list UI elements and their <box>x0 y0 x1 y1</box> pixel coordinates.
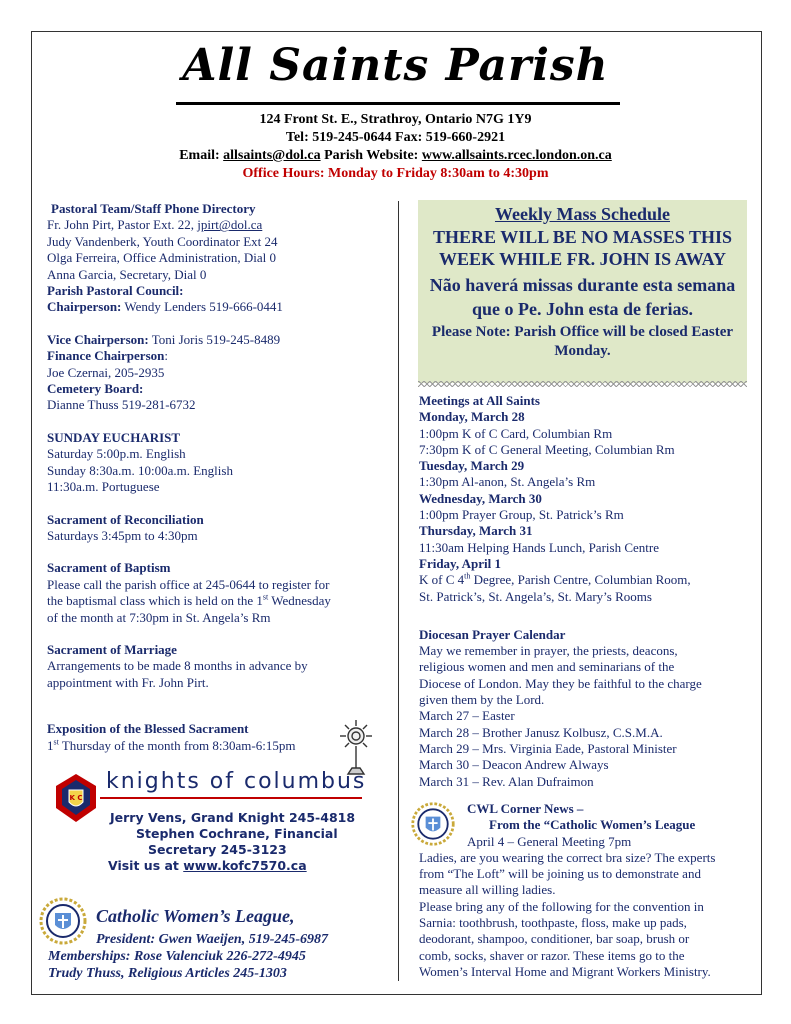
meeting-item: K of C 4th Degree, Parish Centre, Columbian Room, <box>419 571 691 588</box>
cwl-corner-text: Sarnia: toothbrush, toothpaste, floss, make up pads, <box>419 915 687 931</box>
mass-schedule-box <box>418 200 747 383</box>
meeting-day: Tuesday, March 29 <box>419 458 525 474</box>
website-label: Parish Website: <box>324 148 419 163</box>
mass-notice-pt: Não haverá missas durante esta semana que o Pe. John esta de ferias. <box>429 275 736 319</box>
secretary-line: Anna Garcia, Secretary, Dial 0 <box>47 266 207 282</box>
mass-notice-en: THERE WILL BE NO MASSES THIS WEEK WHILE FR. JOHN IS AWAY <box>433 227 732 269</box>
chair-line: Chairperson: Wendy Lenders 519-666-0441 <box>47 299 283 315</box>
finance-line: Joe Czernai, 205-2935 <box>47 364 165 380</box>
left-column <box>47 201 377 754</box>
youth-line: Judy Vandenberk, Youth Coordinator Ext 24 <box>47 233 278 249</box>
meeting-item: 11:30am Helping Hands Lunch, Parish Centre <box>419 539 659 555</box>
marriage-line: appointment with Fr. John Pirt. <box>47 674 209 690</box>
cwl-title: Catholic Women’s League, <box>96 906 295 926</box>
prayer-text: religious women and men and seminarians of the <box>419 659 675 675</box>
reconciliation-line: Saturdays 3:45pm to 4:30pm <box>47 527 198 543</box>
parish-title: All Saints Parish <box>182 40 609 91</box>
office-hours: Office Hours: Monday to Friday 8:30am to 4:30pm <box>242 166 549 181</box>
eucharist-heading: SUNDAY EUCHARIST <box>47 429 181 445</box>
marriage-line: Arrangements to be made 8 months in advance by <box>47 658 308 674</box>
staff-heading: Pastoral Team/Staff Phone Directory <box>51 201 256 216</box>
cwl-line: President: Gwen Waeijen, 519-245-6987 <box>96 932 329 947</box>
baptism-heading: Sacrament of Baptism <box>47 560 171 576</box>
reconciliation-heading: Sacrament of Reconciliation <box>47 511 204 527</box>
baptism-line: of the month at 7:30pm in St. Angela’s Rm <box>47 609 271 625</box>
prayer-text: May we remember in prayer, the priests, deacons, <box>419 643 678 659</box>
cwl-corner-text: from “The Loft” will be joining us to demonstrate and <box>419 866 701 882</box>
cwl-corner-text: Please bring any of the following for the convention in <box>419 898 704 914</box>
prayer-date: March 30 – Deacon Andrew Always <box>419 757 609 773</box>
exposition-heading: Exposition of the Blessed Sacrament <box>47 721 249 737</box>
meeting-day: Thursday, March 31 <box>419 523 533 539</box>
vice-line: Vice Chairperson: Toni Joris 519-245-8489 <box>47 331 281 347</box>
eucharist-line: Saturday 5:00p.m. English <box>47 446 186 462</box>
meeting-item: St. Patrick’s, St. Angela’s, St. Mary’s Rooms <box>419 588 652 604</box>
marriage-heading: Sacrament of Marriage <box>47 641 177 657</box>
eucharist-line: Sunday 8:30a.m. 10:00a.m. English <box>47 462 233 478</box>
cemetery-heading: Cemetery Board: <box>47 381 144 397</box>
kofc-line: Secretary 245-3123 <box>148 842 287 857</box>
cwl-corner-subtitle: From the “Catholic Women’s League <box>489 817 696 833</box>
prayer-date: March 31 – Rev. Alan Dufraimon <box>419 773 594 789</box>
prayer-text: given them by the Lord. <box>419 692 545 708</box>
kofc-title: knights of columbus <box>106 769 367 794</box>
cemetery-line: Dianne Thuss 519-281-6732 <box>47 397 196 413</box>
cwl-contacts <box>48 931 328 982</box>
kofc-contacts <box>108 810 355 874</box>
cwl-corner-meeting: April 4 – General Meeting 7pm <box>467 833 632 849</box>
kofc-visit-line: Visit us at www.kofc7570.ca <box>108 858 307 873</box>
meeting-day: Friday, April 1 <box>419 555 501 571</box>
title-underline <box>176 102 620 105</box>
mass-title: Weekly Mass Schedule <box>494 204 670 224</box>
zigzag-divider <box>418 381 747 387</box>
kofc-website-link[interactable]: www.kofc7570.ca <box>183 858 307 873</box>
pastor-line: Fr. John Pirt, Pastor Ext. 22, jpirt@dol.ca <box>47 217 263 233</box>
phone: Tel: 519-245-0644 Fax: 519-660-2921 <box>285 130 506 145</box>
cwl-corner-text: deodorant, shampoo, conditioner, bar soap, brush or <box>419 931 690 947</box>
office-admin-line: Olga Ferreira, Office Administration, Dial 0 <box>47 250 277 266</box>
baptism-line: the baptismal class which is held on the 1st Wednesday <box>47 592 331 609</box>
meeting-day: Monday, March 28 <box>419 409 525 425</box>
website-link[interactable]: www.allsaints.rcec.london.on.ca <box>421 148 612 163</box>
meeting-item: 7:30pm K of C General Meeting, Columbian Rm <box>419 441 675 457</box>
prayer-text: Diocese of London. May they be faithful to the charge <box>419 675 702 691</box>
meeting-item: 1:30pm Al-anon, St. Angela’s Rm <box>419 474 596 490</box>
kofc-emblem-icon <box>52 772 100 824</box>
baptism-line: Please call the parish office at 245-0644 to register for <box>47 576 330 592</box>
prayer-date: March 27 – Easter <box>419 708 515 724</box>
cwl-corner-title: CWL Corner News – <box>467 801 584 816</box>
address: 124 Front St. E., Strathroy, Ontario N7G 1Y9 <box>259 112 532 127</box>
email-label: Email: <box>179 148 220 163</box>
meeting-item: 1:00pm Prayer Group, St. Patrick’s Rm <box>419 507 624 523</box>
cwl-corner-text: Women’s Interval Home and Migrant Workers Ministry. <box>419 963 711 979</box>
council-heading: Parish Pastoral Council: <box>47 283 184 299</box>
office-closed-note: Please Note: Parish Office will be closed Easter Monday. <box>431 324 734 359</box>
prayer-heading: Diocesan Prayer Calendar <box>419 626 566 642</box>
contact-line <box>0 148 791 164</box>
cwl-corner-text: Ladies, are you wearing the correct bra size? The experts <box>419 849 716 865</box>
meeting-day: Wednesday, March 30 <box>419 490 542 506</box>
eucharist-line: 11:30a.m. Portuguese <box>47 479 160 495</box>
cwl-corner-text: comb, socks, shaver or razor. These items go to the <box>419 947 685 963</box>
meeting-item: 1:00pm K of C Card, Columbian Rm <box>419 425 613 441</box>
kofc-line: Stephen Cochrane, Financial <box>136 826 338 841</box>
exposition-line: 1st Thursday of the month from 8:30am-6:15pm <box>47 737 296 753</box>
pastor-email-link[interactable]: jpirt@dol.ca <box>197 217 263 233</box>
cwl-line: Trudy Thuss, Religious Articles 245-1303 <box>48 966 287 981</box>
finance-heading: Finance Chairperson: <box>47 348 168 364</box>
prayer-date: March 28 – Brother Janusz Kolbusz, C.S.M.A. <box>419 724 663 740</box>
right-column <box>419 393 749 790</box>
prayer-date: March 29 – Mrs. Virginia Eade, Pastoral Minister <box>419 740 677 756</box>
column-divider <box>398 201 399 981</box>
kofc-line: Jerry Vens, Grand Knight 245-4818 <box>110 810 356 825</box>
meetings-heading: Meetings at All Saints <box>419 393 540 408</box>
svg-text:K C: K C <box>69 794 83 802</box>
cwl-corner <box>419 801 754 980</box>
cwl-corner-text: measure all willing ladies. <box>419 882 556 898</box>
email-link[interactable]: allsaints@dol.ca <box>223 148 321 163</box>
cwl-line: Memberships: Rose Valenciuk 226-272-4945 <box>48 949 306 964</box>
kofc-rule <box>100 797 362 799</box>
